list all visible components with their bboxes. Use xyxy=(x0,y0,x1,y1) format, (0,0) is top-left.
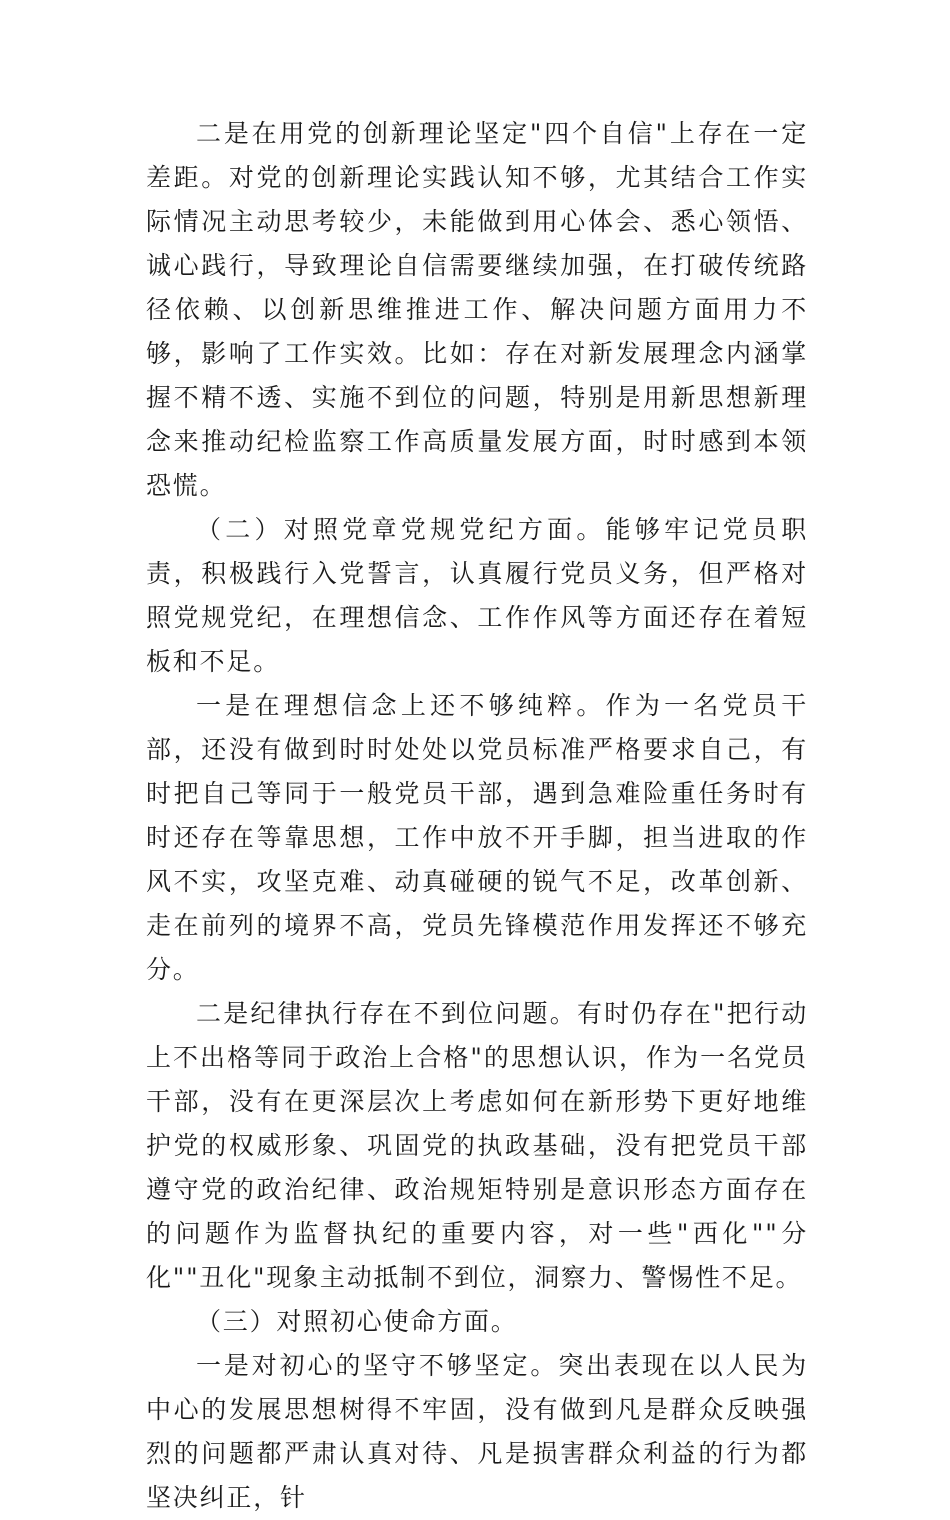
document-body xyxy=(146,112,808,1520)
paragraph-original-aspiration: 一是对初心的坚守不够坚定。突出表现在以人民为中心的发展思想树得不牢固，没有做到凡是群众反映强烈的问题都严肃认真对待、凡是损害群众利益的行为都坚决纠正，针 xyxy=(146,1351,808,1512)
section-heading-original-mission: （三）对照初心使命方面。 xyxy=(196,1307,518,1336)
paragraph-ideals-beliefs: 一是在理想信念上还不够纯粹。作为一名党员干部，还没有做到时时处处以党员标准严格要求自己，有时把自己等同于一般党员干部，遇到急难险重任务时有时还存在等靠思想，工作中放不开手脚，担当进取的作风不实，攻坚克难、动真碰硬的锐气不足，改革创新、走在前列的境界不高，党员先锋模范作用发挥还不够充分。 xyxy=(146,691,808,984)
paragraph-discipline-enforcement: 二是纪律执行存在不到位问题。有时仍存在"把行动上不出格等同于政治上合格"的思想认识，作为一名党员干部，没有在更深层次上考虑如何在新形势下更好地维护党的权威形象、巩固党的执政基础，没有把党员干部遵守党的政治纪律、政治规矩特别是意识形态方面存在的问题作为监督执纪的重要内容，对一些"西化""分化""丑化"现象主动抵制不到位，洞察力、警惕性不足。 xyxy=(146,999,808,1292)
section-heading-party-rules: （二）对照党章党规党纪方面。能够牢记党员职责，积极践行入党誓言，认真履行党员义务，但严格对照党规党纪，在理想信念、工作作风等方面还存在着短板和不足。 xyxy=(146,515,808,676)
paragraph-confidence-gap: 二是在用党的创新理论坚定"四个自信"上存在一定差距。对党的创新理论实践认知不够，尤其结合工作实际情况主动思考较少，未能做到用心体会、悉心领悟、诚心践行，导致理论自信需要继续加强，在打破传统路径依赖、以创新思维推进工作、解决问题方面用力不够，影响了工作实效。比如：存在对新发展理念内涵掌握不精不透、实施不到位的问题，特别是用新思想新理念来推动纪检监察工作高质量发展方面，时时感到本领恐慌。 xyxy=(146,119,808,500)
